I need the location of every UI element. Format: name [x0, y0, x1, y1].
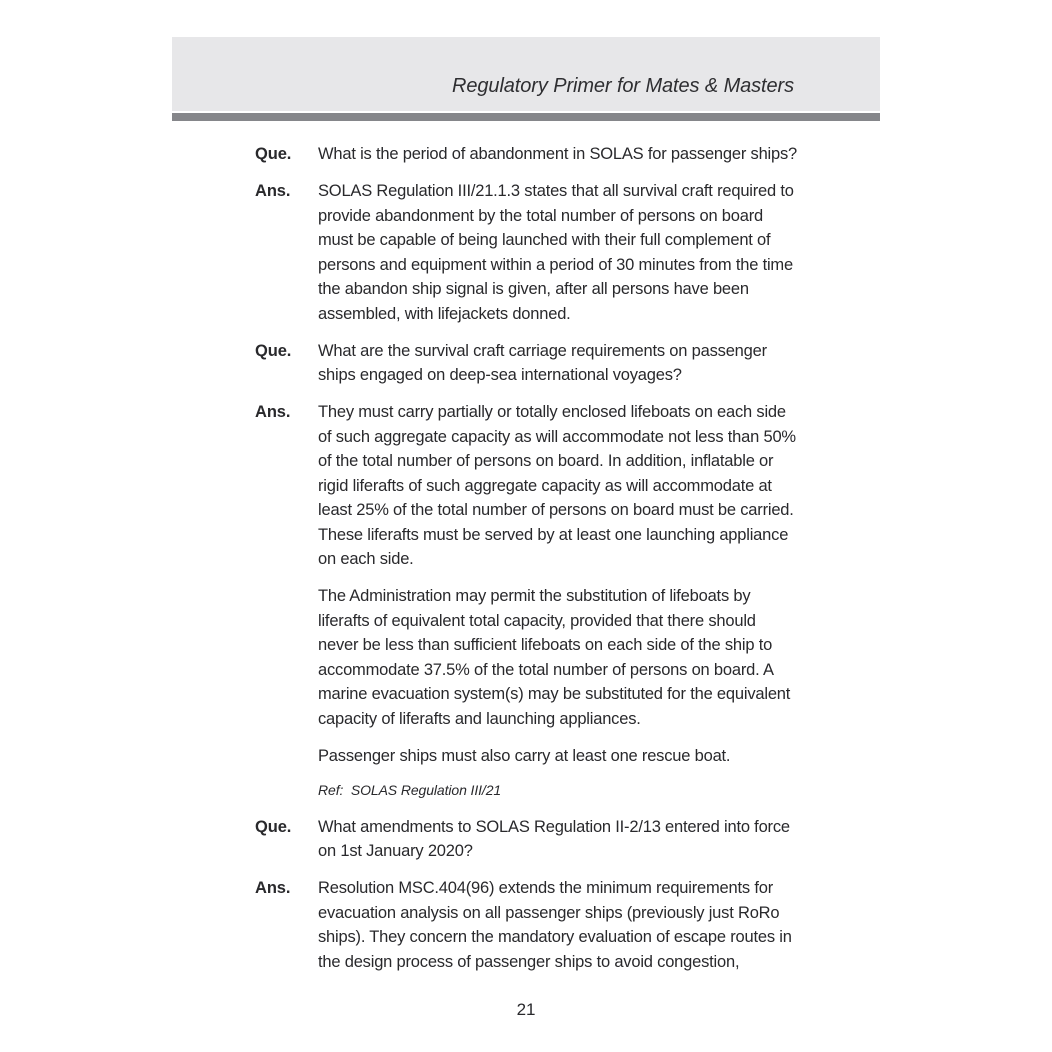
header-band: [172, 37, 880, 111]
page-number: 21: [516, 1000, 536, 1019]
header-divider-bar: [172, 113, 880, 121]
qa-block-answer-1: [255, 179, 800, 339]
que-label: Que.: [255, 145, 292, 163]
qa-block-answer-3: [255, 876, 800, 987]
question-text: What are the survival craft carriage requirements on passenger ships engaged on deep-sea international voyages?: [318, 341, 767, 384]
answer-body: [318, 876, 798, 987]
que-label: Que.: [255, 341, 292, 360]
running-head-title: Regulatory Primer for Mates & Masters: [452, 75, 794, 97]
answer-text: The Administration may permit the substitution of lifeboats by liferafts of equivalent total capacity, provided that there should never be less than sufficient lifeboats on each side of the ship to accommodate 37.5% of the total number of persons on board. A marine evacuation system(s) may be substituted for the equivalent capacity of liferafts and launching appliances.: [318, 587, 791, 728]
ans-label: Ans.: [255, 182, 291, 200]
qa-block-answer-2: [255, 400, 800, 815]
qa-list: [255, 142, 800, 987]
qa-block-question-1: [255, 142, 800, 179]
question-text: What amendments to SOLAS Regulation II-2/13 entered into force on 1st January 2020?: [318, 817, 790, 860]
qa-block-question-3: [255, 815, 800, 877]
question-text: What is the period of abandonment in SOLAS for passenger ships?: [318, 145, 798, 163]
answer-text: Resolution MSC.404(96) extends the minimum requirements for evacuation analysis on all passenger ships (previously just RoRo ships). They concern the mandatory evaluation of escape routes in the design process of passenger ships to avoid congestion,: [318, 879, 792, 971]
answer-text: Passenger ships must also carry at least one rescue boat.: [318, 746, 731, 765]
que-label: Que.: [255, 817, 292, 836]
qa-block-question-2: [255, 339, 800, 401]
ans-label: Ans.: [255, 879, 291, 897]
question-body: [318, 339, 798, 401]
answer-body: [318, 400, 798, 815]
answer-body: [318, 179, 798, 339]
question-body: [318, 142, 798, 179]
question-body: [318, 815, 798, 877]
ans-label: Ans.: [255, 403, 291, 421]
answer-text: SOLAS Regulation III/21.1.3 states that all survival craft required to provide abandonment by the total number of persons on board must be capable of being launched with their full complement of persons and equipment within a period of 30 minutes from the time the abandon ship signal is given, after all persons have been assembled, with lifejackets donned.: [318, 182, 794, 323]
reference-note: Ref: SOLAS Regulation III/21: [318, 781, 502, 798]
answer-text: They must carry partially or totally enclosed lifeboats on each side of such aggregate capacity as will accommodate not less than 50% of the total number of persons on board. In addition, inflatable or rigid liferafts of such aggregate capacity as will accommodate at least 25% of the total number of persons on board must be carried. These liferafts must be served by at least one launching appliance on each side.: [318, 403, 796, 568]
